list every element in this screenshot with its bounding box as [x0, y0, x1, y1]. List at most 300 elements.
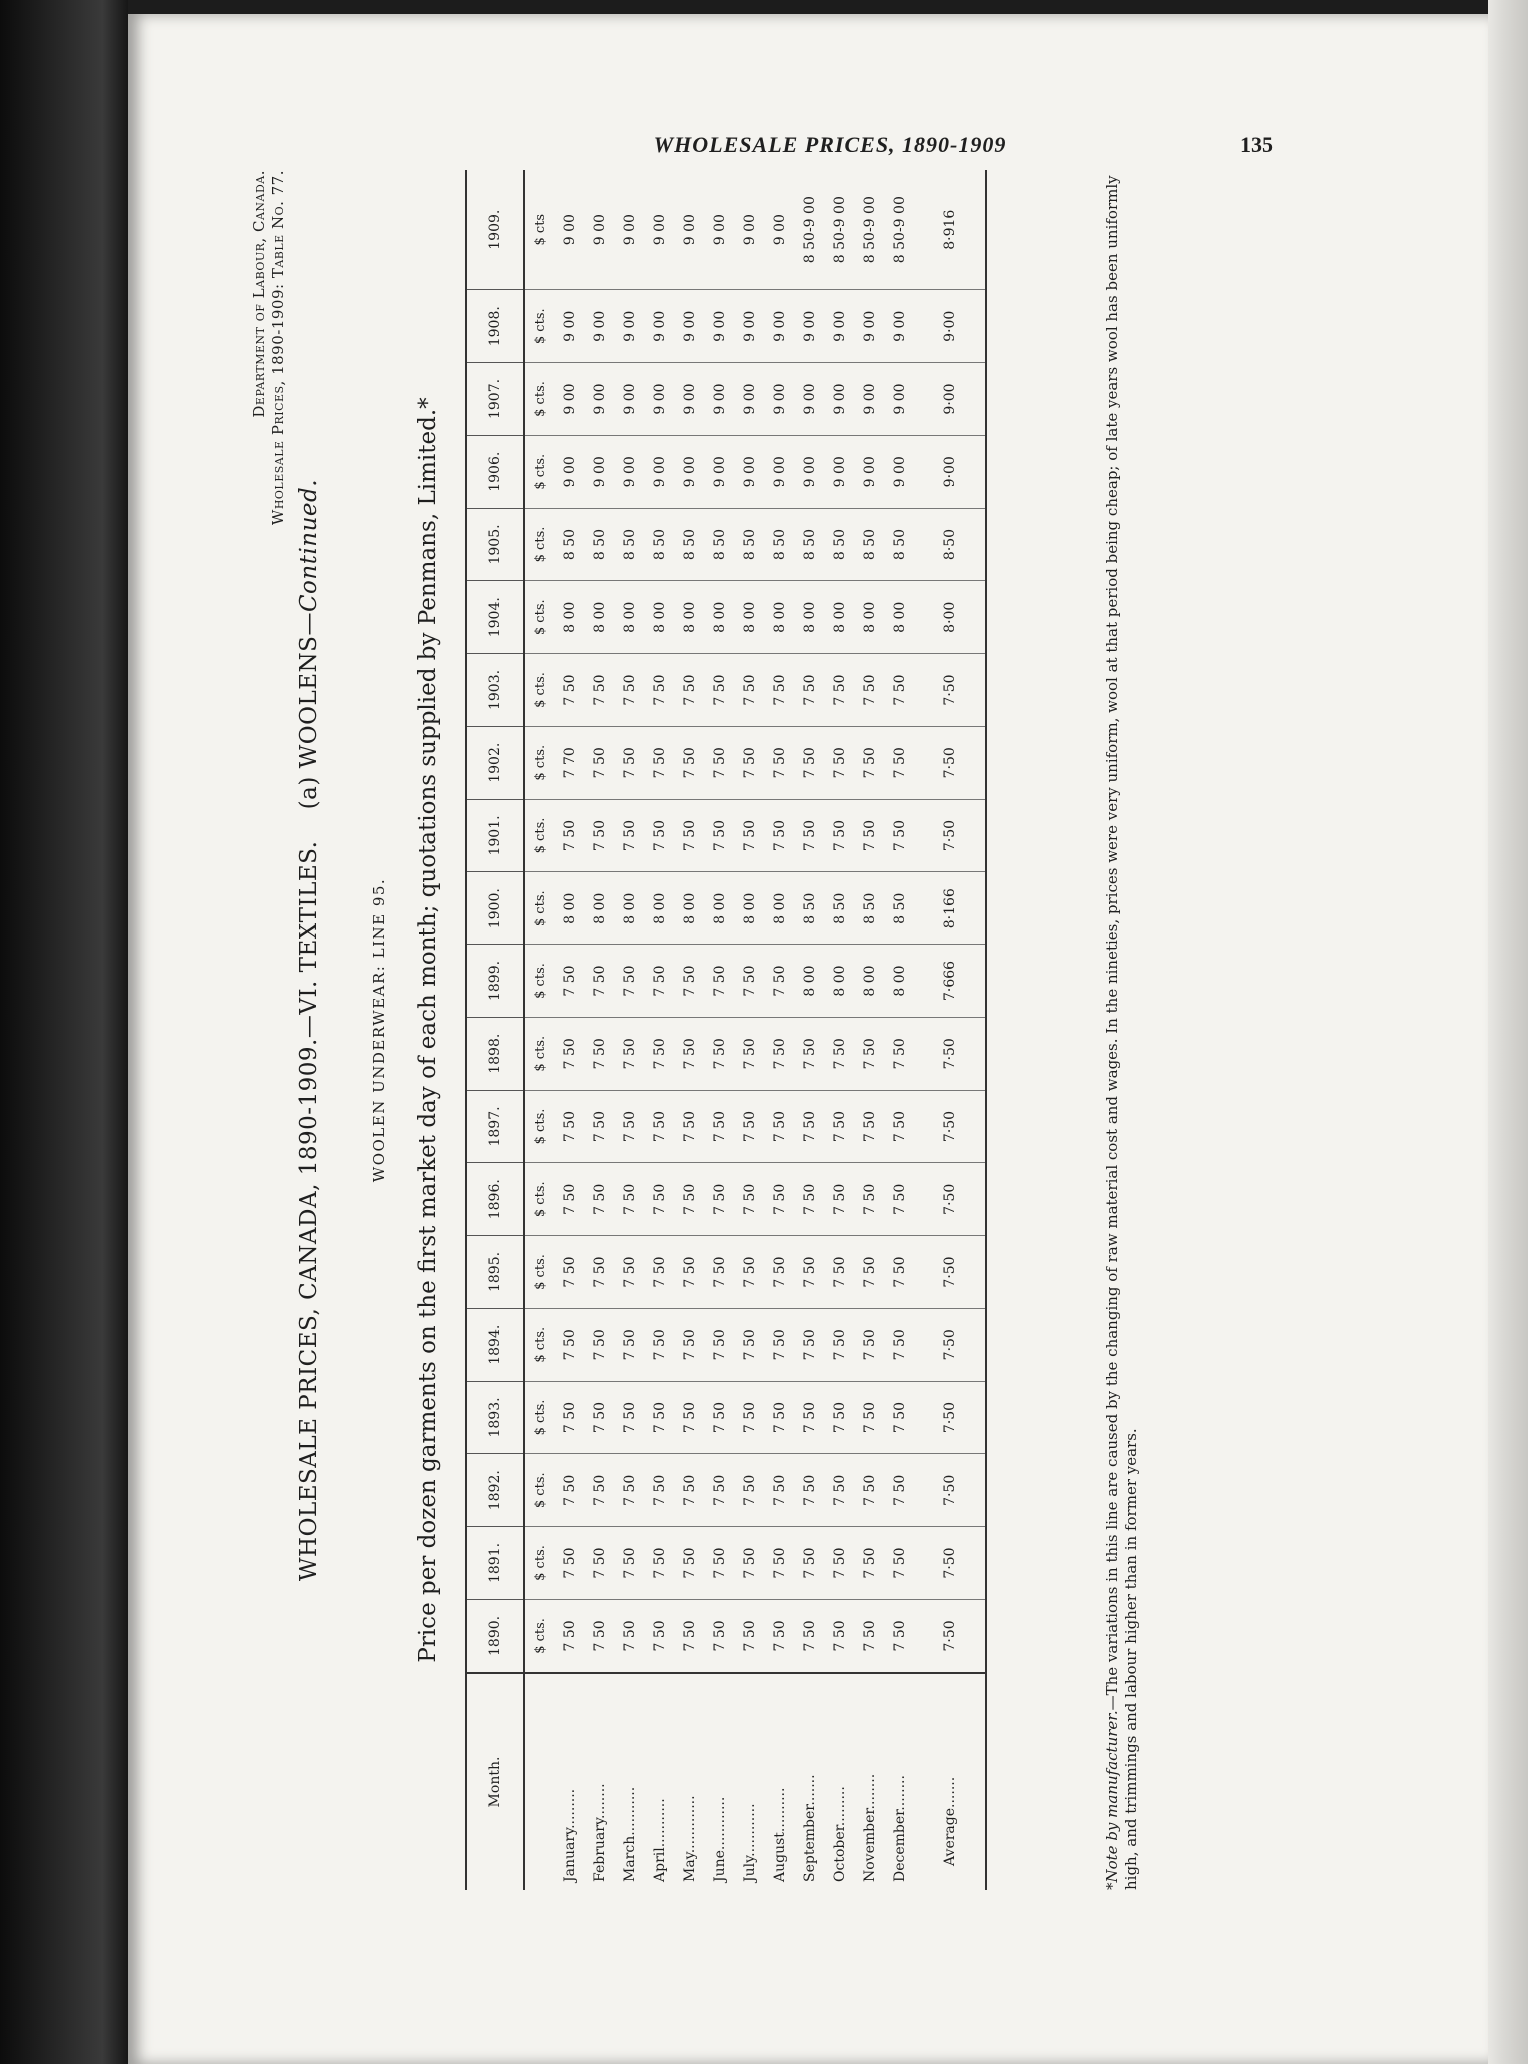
- price-cell: 9 00: [585, 435, 615, 508]
- price-cell: 7 50: [855, 1599, 885, 1673]
- average-cell: 7·50: [915, 1454, 986, 1527]
- price-cell: 7 50: [765, 1090, 795, 1163]
- price-cell: 7 50: [735, 726, 765, 799]
- price-cell: 7 50: [675, 1090, 705, 1163]
- average-cell: 7·50: [915, 1599, 986, 1673]
- price-cell: 7 50: [555, 1090, 585, 1163]
- price-cell: 9 00: [735, 363, 765, 436]
- price-cell: 7 50: [795, 1017, 825, 1090]
- price-cell: 8 50: [825, 872, 855, 945]
- table-row: [555, 170, 585, 1890]
- price-cell: 7 50: [645, 799, 675, 872]
- price-cell: 9 00: [555, 363, 585, 436]
- price-cell: 9 00: [585, 363, 615, 436]
- month-label: June............: [712, 1796, 728, 1882]
- price-cell: 9 00: [555, 290, 585, 363]
- price-cell: 7 50: [615, 1308, 645, 1381]
- price-cell: 7 50: [825, 726, 855, 799]
- price-cell: 7 50: [885, 799, 915, 872]
- price-cell: 7 50: [825, 1236, 855, 1309]
- year-header: 1896.: [466, 1163, 524, 1236]
- price-cell: 7 50: [645, 1090, 675, 1163]
- unit-cell: $ cts.: [524, 508, 555, 581]
- month-label: September.......: [802, 1774, 818, 1882]
- price-cell: 7 50: [825, 1017, 855, 1090]
- footnote-lead: *Note by manufacturer.: [1103, 1710, 1121, 1890]
- price-cell: 7 50: [825, 799, 855, 872]
- price-cell: 9 00: [705, 363, 735, 436]
- running-head: WHOLESALE PRICES, 1890-1909: [653, 132, 1007, 157]
- unit-cell: $ cts.: [524, 363, 555, 436]
- price-cell: 8 00: [735, 581, 765, 654]
- average-row: [915, 170, 986, 1890]
- price-cell: 7 50: [585, 1308, 615, 1381]
- table-row: [855, 170, 885, 1890]
- price-cell: 7 50: [675, 799, 705, 872]
- price-cell: 7 50: [855, 1454, 885, 1527]
- price-cell: 7 50: [705, 1163, 735, 1236]
- price-cell: 7 50: [855, 1090, 885, 1163]
- average-cell: 8·166: [915, 872, 986, 945]
- price-cell: 8 50: [855, 872, 885, 945]
- price-cell: 7 50: [585, 945, 615, 1018]
- price-cell: 7 50: [555, 1454, 585, 1527]
- footnote: [1103, 170, 1141, 1890]
- unit-cell: $ cts.: [524, 799, 555, 872]
- month-label: April...........: [652, 1798, 668, 1882]
- year-header: 1902.: [466, 726, 524, 799]
- price-cell: 7 50: [585, 1599, 615, 1673]
- table-row: [795, 170, 825, 1890]
- unit-cell: $ cts.: [524, 1017, 555, 1090]
- unit-cell: $ cts.: [524, 1163, 555, 1236]
- price-cell: 9 00: [675, 290, 705, 363]
- price-cell: 7 50: [795, 1527, 825, 1600]
- price-cell: 7 50: [765, 1236, 795, 1309]
- price-cell: 7 50: [885, 1308, 915, 1381]
- unit-cell: $ cts.: [524, 1527, 555, 1600]
- price-cell: 8 00: [555, 581, 585, 654]
- price-cell: 7 50: [795, 1381, 825, 1454]
- average-cell: 8·00: [915, 581, 986, 654]
- price-cell: 9 00: [585, 290, 615, 363]
- price-cell: 7 50: [765, 1527, 795, 1600]
- price-cell: 7 50: [585, 1090, 615, 1163]
- average-cell: 7·50: [915, 1017, 986, 1090]
- price-cell: 7 70: [555, 726, 585, 799]
- price-cell: 9 00: [765, 290, 795, 363]
- price-cell: 7 50: [825, 1599, 855, 1673]
- month-label: December........: [892, 1775, 908, 1882]
- table-title: [296, 170, 322, 1890]
- price-cell: 8 50: [705, 508, 735, 581]
- price-cell: 8 50-9 00: [825, 170, 855, 290]
- price-cell: 7 50: [795, 1090, 825, 1163]
- price-cell: 8 50: [795, 872, 825, 945]
- unit-cell: $ cts.: [524, 654, 555, 727]
- unit-cell: $ cts.: [524, 290, 555, 363]
- average-cell: 7·50: [915, 1236, 986, 1309]
- price-cell: 7 50: [885, 1454, 915, 1527]
- price-cell: 8 00: [615, 872, 645, 945]
- footnote-text: —The variations in this line are caused by the changing of raw material cost and wages. In the nineties, prices were very uniform, wool at that period being cheap; of late years wool has been uniformly high, and trimmings and labour higher than in former years.: [1103, 175, 1140, 1890]
- average-cell: 7·50: [915, 726, 986, 799]
- price-cell: 8 50: [675, 508, 705, 581]
- price-cell: 9 00: [705, 290, 735, 363]
- average-cell: 7·666: [915, 945, 986, 1018]
- table-row: [735, 170, 765, 1890]
- table-row: [765, 170, 795, 1890]
- price-cell: 7 50: [555, 1527, 585, 1600]
- month-label: May.............: [682, 1795, 698, 1882]
- price-cell: 7 50: [585, 1454, 615, 1527]
- price-cell: 8 00: [585, 581, 615, 654]
- year-header: 1901.: [466, 799, 524, 872]
- price-cell: 9 00: [765, 170, 795, 290]
- price-cell: 7 50: [855, 1017, 885, 1090]
- title-continued: Continued.: [296, 478, 322, 613]
- price-cell: 9 00: [855, 363, 885, 436]
- unit-cell: $ cts.: [524, 1236, 555, 1309]
- price-cell: 7 50: [615, 1599, 645, 1673]
- title-section: (a) WOOLENS—: [296, 612, 322, 810]
- year-header-row: [466, 170, 524, 1890]
- price-cell: 7 50: [555, 1163, 585, 1236]
- year-header: 1905.: [466, 508, 524, 581]
- price-cell: 9 00: [765, 435, 795, 508]
- month-column-header: Month.: [466, 1673, 524, 1890]
- price-cell: 7 50: [705, 1308, 735, 1381]
- price-cell: 8 50: [555, 508, 585, 581]
- page-number: 135: [1240, 132, 1273, 157]
- price-cell: 7 50: [885, 1090, 915, 1163]
- price-cell: 9 00: [585, 170, 615, 290]
- table-row: [585, 170, 615, 1890]
- price-cell: 7 50: [555, 654, 585, 727]
- price-cell: 7 50: [645, 945, 675, 1018]
- price-cell: 7 50: [585, 1381, 615, 1454]
- price-cell: 7 50: [885, 1163, 915, 1236]
- price-cell: 9 00: [645, 363, 675, 436]
- unit-cell: $ cts.: [524, 1599, 555, 1673]
- price-cell: 8 50-9 00: [885, 170, 915, 290]
- price-cell: 7 50: [765, 1454, 795, 1527]
- average-cell: 9·00: [915, 435, 986, 508]
- price-cell: 7 50: [855, 1163, 885, 1236]
- table-row: [675, 170, 705, 1890]
- price-cell: 7 50: [555, 1308, 585, 1381]
- price-cell: 9 00: [735, 290, 765, 363]
- price-cell: 7 50: [555, 1236, 585, 1309]
- price-cell: 7 50: [675, 1454, 705, 1527]
- price-cell: 7 50: [555, 799, 585, 872]
- year-header: 1890.: [466, 1599, 524, 1673]
- price-cell: 7 50: [585, 654, 615, 727]
- price-cell: 9 00: [765, 363, 795, 436]
- price-cell: 7 50: [615, 1527, 645, 1600]
- average-cell: 9·00: [915, 290, 986, 363]
- price-cell: 9 00: [795, 435, 825, 508]
- table-row: [645, 170, 675, 1890]
- price-cell: 9 00: [615, 363, 645, 436]
- price-cell: 7 50: [705, 799, 735, 872]
- price-cell: 7 50: [645, 1017, 675, 1090]
- price-cell: 7 50: [795, 1236, 825, 1309]
- price-cell: 7 50: [555, 1017, 585, 1090]
- price-cell: 7 50: [765, 1163, 795, 1236]
- year-header: 1895.: [466, 1236, 524, 1309]
- average-cell: 7·50: [915, 1308, 986, 1381]
- unit-cell: $ cts.: [524, 581, 555, 654]
- price-cell: 8 50: [645, 508, 675, 581]
- price-cell: 7 50: [615, 654, 645, 727]
- price-cell: 7 50: [825, 1381, 855, 1454]
- price-cell: 7 50: [735, 1599, 765, 1673]
- average-cell: 7·50: [915, 1381, 986, 1454]
- department-line-1: Department of Labour, Canada.: [250, 170, 268, 418]
- price-cell: 9 00: [615, 435, 645, 508]
- price-cell: 7 50: [885, 726, 915, 799]
- price-cell: 7 50: [735, 1163, 765, 1236]
- price-cell: 7 50: [645, 726, 675, 799]
- price-cell: 7 50: [885, 1017, 915, 1090]
- price-cell: 7 50: [555, 1599, 585, 1673]
- book-binding-edge: [0, 0, 128, 2064]
- price-cell: 8 00: [705, 872, 735, 945]
- price-cell: 8 00: [705, 581, 735, 654]
- year-header: 1900.: [466, 872, 524, 945]
- title-main: WHOLESALE PRICES, CANADA, 1890-1909.—VI. TEXTILES.: [296, 840, 322, 1582]
- price-cell: 7 50: [855, 1308, 885, 1381]
- year-header: 1909.: [466, 170, 524, 290]
- price-cell: 7 50: [585, 726, 615, 799]
- price-cell: 9 00: [885, 435, 915, 508]
- price-cell: 7 50: [675, 654, 705, 727]
- price-cell: 7 50: [675, 945, 705, 1018]
- price-cell: 8 00: [555, 872, 585, 945]
- price-cell: 7 50: [765, 726, 795, 799]
- price-cell: 7 50: [675, 1236, 705, 1309]
- price-cell: 9 00: [675, 435, 705, 508]
- price-cell: 7 50: [825, 1090, 855, 1163]
- table-row: [705, 170, 735, 1890]
- average-cell: 7·50: [915, 1090, 986, 1163]
- price-cell: 9 00: [645, 435, 675, 508]
- price-cell: 7 50: [615, 1163, 645, 1236]
- year-header: 1899.: [466, 945, 524, 1018]
- price-cell: 7 50: [735, 1527, 765, 1600]
- price-cell: 7 50: [735, 654, 765, 727]
- price-cell: 7 50: [675, 1527, 705, 1600]
- price-cell: 7 50: [735, 1017, 765, 1090]
- price-cell: 9 00: [795, 290, 825, 363]
- table-row: [615, 170, 645, 1890]
- price-cell: 7 50: [735, 1454, 765, 1527]
- price-table-body: [524, 170, 986, 1890]
- price-cell: 7 50: [675, 1381, 705, 1454]
- price-cell: 8 00: [585, 872, 615, 945]
- price-cell: 9 00: [825, 290, 855, 363]
- price-cell: 8 50: [825, 508, 855, 581]
- price-cell: 9 00: [615, 290, 645, 363]
- price-cell: 9 00: [615, 170, 645, 290]
- price-cell: 8 00: [675, 872, 705, 945]
- price-cell: 9 00: [885, 363, 915, 436]
- unit-cell: $ cts.: [524, 945, 555, 1018]
- price-cell: 7 50: [765, 1017, 795, 1090]
- price-cell: 8 50: [885, 872, 915, 945]
- price-cell: 8 00: [795, 581, 825, 654]
- price-cell: 7 50: [795, 799, 825, 872]
- unit-cell: $ cts.: [524, 1090, 555, 1163]
- price-cell: 8 00: [885, 945, 915, 1018]
- price-cell: 7 50: [735, 1090, 765, 1163]
- price-cell: 7 50: [705, 726, 735, 799]
- price-cell: 8 50: [765, 508, 795, 581]
- price-cell: 7 50: [825, 1163, 855, 1236]
- price-cell: 8 50: [885, 508, 915, 581]
- price-cell: 7 50: [645, 1308, 675, 1381]
- price-cell: 9 00: [855, 435, 885, 508]
- year-header: 1906.: [466, 435, 524, 508]
- average-cell: 8·50: [915, 508, 986, 581]
- price-cell: 7 50: [825, 654, 855, 727]
- price-cell: 8 50: [795, 508, 825, 581]
- price-cell: 9 00: [555, 435, 585, 508]
- unit-cell: $ cts.: [524, 726, 555, 799]
- year-header: 1908.: [466, 290, 524, 363]
- price-cell: 9 00: [825, 363, 855, 436]
- price-cell: 7 50: [765, 799, 795, 872]
- price-cell: 7 50: [645, 1527, 675, 1600]
- price-cell: 7 50: [765, 1308, 795, 1381]
- price-cell: 7 50: [645, 1236, 675, 1309]
- price-cell: 7 50: [795, 1599, 825, 1673]
- price-cell: 8 00: [765, 872, 795, 945]
- price-cell: 7 50: [735, 945, 765, 1018]
- price-cell: 7 50: [765, 654, 795, 727]
- table-row: [825, 170, 855, 1890]
- year-header: 1903.: [466, 654, 524, 727]
- price-cell: 9 00: [855, 290, 885, 363]
- price-cell: 8 00: [645, 581, 675, 654]
- price-cell: 7 50: [855, 1236, 885, 1309]
- price-cell: 7 50: [675, 1599, 705, 1673]
- page-stack-edge: [1488, 0, 1528, 2064]
- unit-cell: $ cts: [524, 170, 555, 290]
- price-cell: 7 50: [615, 1017, 645, 1090]
- price-cell: 9 00: [735, 170, 765, 290]
- price-cell: 7 50: [855, 654, 885, 727]
- year-header: 1891.: [466, 1527, 524, 1600]
- price-cell: 8 50-9 00: [855, 170, 885, 290]
- price-cell: 8 50: [855, 508, 885, 581]
- unit-cell: $ cts.: [524, 1308, 555, 1381]
- unit-cell: $ cts.: [524, 435, 555, 508]
- price-cell: 7 50: [675, 726, 705, 799]
- price-cell: 7 50: [825, 1527, 855, 1600]
- price-cell: 7 50: [645, 1163, 675, 1236]
- year-header: 1894.: [466, 1308, 524, 1381]
- year-header: 1904.: [466, 581, 524, 654]
- price-cell: 7 50: [735, 1236, 765, 1309]
- price-cell: 7 50: [645, 1381, 675, 1454]
- price-cell: 7 50: [855, 1527, 885, 1600]
- price-cell: 7 50: [645, 1599, 675, 1673]
- price-cell: 8 00: [855, 581, 885, 654]
- price-cell: 7 50: [585, 1527, 615, 1600]
- average-cell: 7·50: [915, 799, 986, 872]
- price-cell: 7 50: [705, 1454, 735, 1527]
- price-cell: 7 50: [615, 726, 645, 799]
- price-cell: 8 00: [795, 945, 825, 1018]
- average-cell: 7·50: [915, 1163, 986, 1236]
- price-cell: 7 50: [795, 654, 825, 727]
- year-header: 1907.: [466, 363, 524, 436]
- price-cell: 7 50: [585, 1236, 615, 1309]
- price-cell: 7 50: [615, 1381, 645, 1454]
- price-cell: 7 50: [765, 945, 795, 1018]
- price-cell: 7 50: [705, 1599, 735, 1673]
- price-cell: 9 00: [825, 435, 855, 508]
- price-cell: 7 50: [855, 726, 885, 799]
- department-line-2: Wholesale Prices, 1890-1909: Table No. 77.: [269, 170, 287, 526]
- month-label: August..........: [772, 1787, 788, 1882]
- price-cell: 7 50: [705, 1236, 735, 1309]
- price-cell: 7 50: [885, 1599, 915, 1673]
- month-label: February........: [592, 1783, 608, 1882]
- price-cell: 7 50: [885, 654, 915, 727]
- price-cell: 7 50: [795, 1163, 825, 1236]
- price-cell: 7 50: [645, 654, 675, 727]
- average-cell: 7·50: [915, 1527, 986, 1600]
- price-cell: 8 00: [855, 945, 885, 1018]
- price-cell: 7 50: [735, 1381, 765, 1454]
- price-cell: 7 50: [855, 1381, 885, 1454]
- price-cell: 8 50: [585, 508, 615, 581]
- unit-cell: $ cts.: [524, 1454, 555, 1527]
- price-cell: 7 50: [735, 799, 765, 872]
- price-cell: 7 50: [765, 1599, 795, 1673]
- price-cell: 7 50: [705, 1017, 735, 1090]
- price-cell: 7 50: [765, 1381, 795, 1454]
- average-cell: 8·916: [915, 170, 986, 290]
- price-cell: 7 50: [705, 945, 735, 1018]
- price-cell: 7 50: [615, 1090, 645, 1163]
- price-cell: 7 50: [585, 1163, 615, 1236]
- price-cell: 7 50: [825, 1308, 855, 1381]
- price-cell: 8 00: [735, 872, 765, 945]
- price-cell: 7 50: [885, 1527, 915, 1600]
- unit-cell: $ cts.: [524, 1381, 555, 1454]
- price-cell: 7 50: [555, 945, 585, 1018]
- price-cell: 7 50: [645, 1454, 675, 1527]
- price-cell: 8 00: [675, 581, 705, 654]
- unit-row-spacer: [524, 1673, 555, 1890]
- price-cell: 9 00: [645, 290, 675, 363]
- month-label: July............: [742, 1803, 758, 1882]
- price-cell: 7 50: [615, 1454, 645, 1527]
- price-cell: 8 00: [645, 872, 675, 945]
- price-cell: 7 50: [795, 1454, 825, 1527]
- price-cell: 7 50: [885, 1236, 915, 1309]
- price-cell: 8 00: [885, 581, 915, 654]
- price-cell: 8 50: [735, 508, 765, 581]
- table-row: [885, 170, 915, 1890]
- month-label: October.........: [832, 1786, 848, 1882]
- average-label: Average.......: [915, 1673, 986, 1890]
- price-cell: 7 50: [885, 1381, 915, 1454]
